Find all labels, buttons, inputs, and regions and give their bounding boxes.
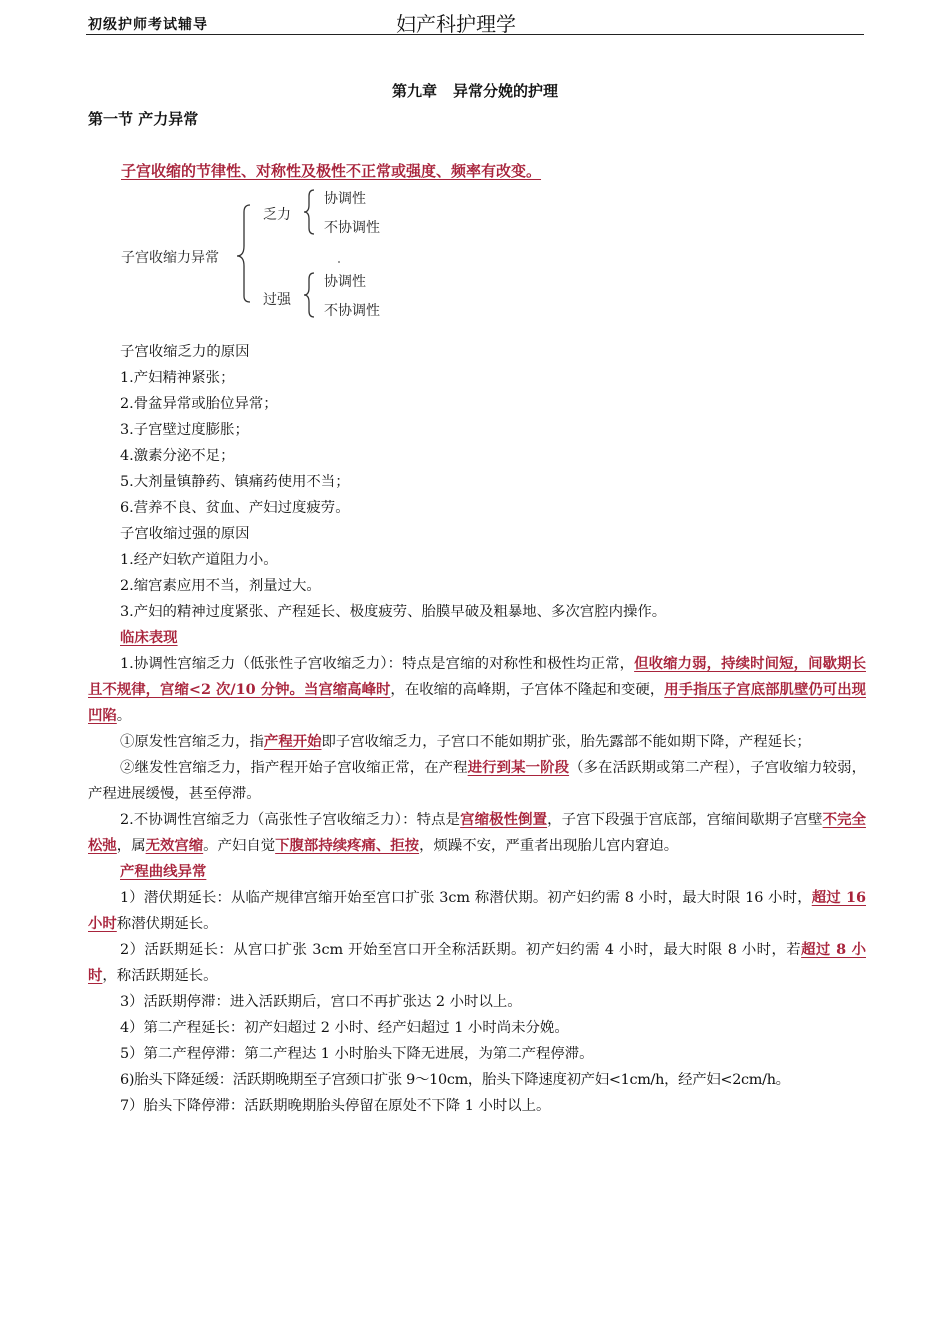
diagram-root: 子宫收缩力异常 [121, 250, 219, 266]
highlight-run: 无效宫缩 [145, 837, 204, 854]
text-run: 2）活跃期延长：从宫口扩张 3cm 开始至宫口开全称活跃期。初产妇约需 4 小时，最大时限 8 小时，若 [120, 942, 802, 958]
diagram-strong: 过强 [263, 292, 291, 308]
clinical-paragraph-3 [88, 755, 866, 807]
text-run: 1）潜伏期延长：从临产规律宫缩开始至宫口扩张 3cm 称潜伏期。初产妇约需 8 小时，最大时限 16 小时， [120, 890, 812, 906]
clinical-paragraph-2 [88, 729, 866, 755]
header-course-label: 初级护师考试辅导 [88, 17, 208, 33]
highlight-run: 不完全松弛 [88, 811, 866, 854]
causes-weak-title: 子宫收缩乏力的原因 [120, 344, 250, 360]
text-run: ①原发性宫缩乏力，指 [120, 734, 264, 750]
text-run: ，在收缩的高峰期，子宫体不隆起和变硬， [390, 682, 665, 698]
highlight-run: 宫缩极性倒置 [460, 811, 548, 828]
chapter-number: 第九章 [391, 82, 437, 100]
labor-curve-item-1 [88, 885, 866, 937]
text-run: 1.协调性宫缩乏力（低张性子宫收缩乏力）：特点是宫缩的对称性和极性均正常， [120, 656, 635, 672]
text-run: 称潜伏期延长。 [116, 916, 218, 932]
header-subject-title: 妇产科护理学 [396, 12, 516, 36]
diagram-strong-coord: 协调性 [324, 274, 366, 290]
bracket-lines [0, 0, 950, 340]
labor-curve-heading [88, 859, 866, 885]
causes-strong-item: 2.缩宫素应用不当，剂量过大。 [120, 578, 321, 594]
causes-weak-item: 4.激素分泌不足； [120, 448, 235, 464]
section-heading: 第一节 产力异常 [88, 110, 199, 128]
causes-weak-item: 1.产妇精神紧张； [120, 370, 235, 386]
classification-diagram [0, 0, 950, 340]
highlight-run: 超过 16 小时 [88, 889, 866, 932]
highlight-run: 产程开始 [263, 733, 322, 750]
diagram-strong-uncoord: 不协调性 [324, 303, 380, 319]
highlight-run: 进行到某一阶段 [467, 759, 570, 776]
labor-curve-item-5: 5）第二产程停滞：第二产程达 1 小时胎头下降无进展，为第二产程停滞。 [120, 1046, 594, 1062]
highlight-run: 用手指压子宫底部肌壁仍可出现凹陷 [88, 681, 866, 724]
labor-curve-item-3: 3）活跃期停滞：进入活跃期后，宫口不再扩张达 2 小时以上。 [120, 994, 522, 1010]
text-run: 即子宫收缩乏力，子宫口不能如期扩张，胎先露部不能如期下降，产程延长； [321, 734, 811, 750]
text-run: 。 [116, 708, 132, 724]
diagram-weak-coord: 协调性 [324, 191, 366, 207]
diagram-weak: 乏力 [263, 207, 291, 223]
causes-strong-item: 3.产妇的精神过度紧张、产程延长、极度疲劳、胎膜早破及粗暴地、多次宫腔内操作。 [120, 604, 667, 620]
labor-curve-item-4: 4）第二产程延长：初产妇超过 2 小时、经产妇超过 1 小时尚未分娩。 [120, 1020, 569, 1036]
clinical-heading-text: 临床表现 [120, 629, 178, 646]
text-run: ②继发性宫缩乏力，指产程开始子宫收缩正常，在产程 [120, 760, 468, 776]
text-run: ，烦躁不安，严重者出现胎儿宫内窘迫。 [419, 838, 679, 854]
causes-strong-title: 子宫收缩过强的原因 [120, 526, 250, 542]
text-run: ，子宫下段强于宫底部，宫缩间歇期子宫壁 [547, 812, 823, 828]
highlight-run: 下腹部持续疼痛、拒按 [275, 837, 420, 854]
highlight-run: 但收缩力弱，持续时间短，间歇期长且不规律，宫缩<2 次/10 分钟。当宫缩高峰时 [88, 655, 866, 698]
causes-strong-item: 1.经产妇软产道阻力小。 [120, 552, 278, 568]
clinical-paragraph-4 [88, 807, 866, 859]
diagram-weak-uncoord: 不协调性 [324, 220, 380, 236]
clinical-heading [88, 625, 866, 651]
highlight-run: 超过 8 小时 [88, 941, 866, 984]
labor-curve-item-2 [88, 937, 866, 989]
causes-weak-item: 6.营养不良、贫血、产妇过度疲劳。 [120, 500, 350, 516]
labor-curve-item-6: 6)胎头下降延缓：活跃期晚期至子宫颈口扩张 9～10cm，胎头下降速度初产妇<1cm/h，经产妇<2cm/h。 [120, 1072, 790, 1088]
causes-weak-item: 2.骨盆异常或胎位异常； [120, 396, 278, 412]
labor-curve-item-7: 7）胎头下降停滞：活跃期晚期胎头停留在原处不下降 1 小时以上。 [120, 1098, 551, 1114]
causes-weak-item: 3.子宫壁过度膨胀； [120, 422, 249, 438]
chapter-title: 异常分娩的护理 [453, 82, 559, 100]
text-run: 2.不协调性宫缩乏力（高张性子宫收缩乏力）：特点是 [120, 812, 461, 828]
body-text [88, 339, 866, 1119]
intro-definition: 子宫收缩的节律性、对称性及极性不正常或强度、频率有改变。 [121, 162, 542, 180]
text-run: ，称活跃期延长。 [102, 968, 218, 984]
text-run: 。产妇自觉 [203, 838, 276, 854]
causes-weak-item: 5.大剂量镇静药、镇痛药使用不当； [120, 474, 350, 490]
labor-curve-heading-text: 产程曲线异常 [120, 863, 207, 880]
clinical-paragraph-1 [88, 651, 866, 729]
text-run: ，属 [116, 838, 146, 854]
text-run: （多在活跃期或第二产程），子宫收缩力较弱，产程进展缓慢，甚至停滞。 [88, 760, 866, 802]
